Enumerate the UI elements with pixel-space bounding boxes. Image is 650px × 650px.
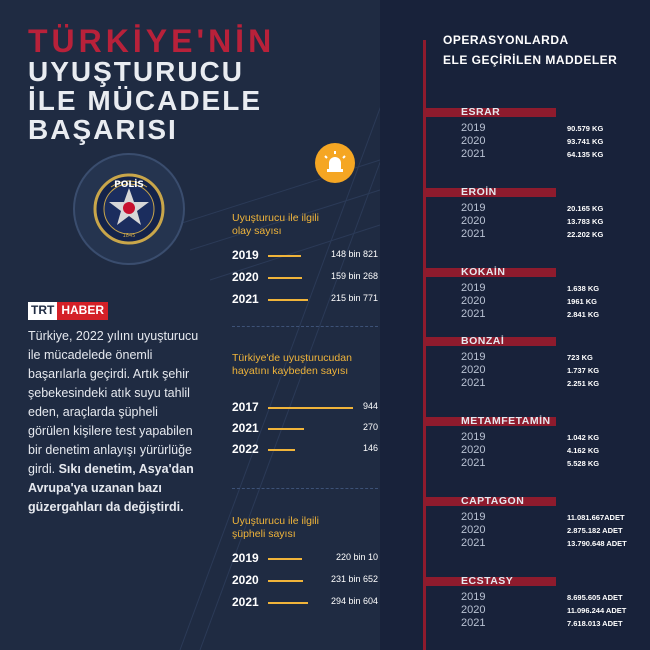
substance-row [461,591,650,604]
siren-icon [315,143,355,183]
title-line-2: UYUŞTURUCU [28,56,244,87]
substance-year: 2019 [461,351,486,363]
substance-amount: 2.251 KG [567,379,600,388]
stat-bar [268,428,304,430]
substance-amount: 90.579 KG [567,124,604,133]
substance-row [461,202,650,215]
stat-year: 2020 [232,270,259,284]
stat-value: 215 bin 771 [330,293,378,303]
substance-name: ECSTASY [461,575,514,587]
substance-year: 2021 [461,617,486,629]
stat-section-title-suspects [232,515,319,541]
stat-year: 2021 [232,595,259,609]
stat-year: 2019 [232,551,259,565]
stat-bar [268,558,302,560]
substance-year: 2019 [461,431,486,443]
seized-panel-title [443,30,617,70]
stat-bar [268,580,303,582]
panel-title-line: ELE GEÇİRİLEN MADDELER [443,53,618,67]
stat-bar [268,449,295,451]
substance-row [461,431,650,444]
substance-amount: 13.790.648 ADET [567,539,627,548]
body-paragraph [28,327,203,517]
seized-substances-panel [380,0,650,650]
substance-row [461,215,650,228]
body-text-normal: Türkiye, 2022 yılını uyuşturucu ile mücadelede önemli başarılarla geçirdi. Artık şehir şebekesindeki atık suyu tahlil eden, araçlarda şüpheli görülen kişilere test yapabilen bir denetim anlayışı yürürlüğe girdi. [28,329,199,476]
title-line-3: İLE MÜCADELE [28,85,262,116]
stat-row [232,551,378,567]
substance-year: 2019 [461,282,486,294]
police-badge-circle [73,153,185,265]
svg-text:POLİS: POLİS [114,180,144,190]
substance-row [461,444,650,457]
title-line-1: TÜRKİYE'NİN [28,23,276,59]
stat-year: 2022 [232,442,259,456]
substance-row [461,122,650,135]
section-title-line: olay sayısı [232,225,282,237]
substance-year: 2020 [461,604,486,616]
substance-amount: 11.081.667ADET [567,513,625,522]
logo-part-1: TRT [28,302,57,320]
substance-row [461,148,650,161]
substance-amount: 5.528 KG [567,459,600,468]
substance-row [461,364,650,377]
substance-row [461,617,650,630]
substance-name: CAPTAGON [461,495,525,507]
substance-name: EROİN [461,186,497,198]
body-text-bold: Sıkı denetim, Asya'dan Avrupa'ya uzanan bazı güzergahları da değiştirdi. [28,462,194,514]
substance-row [461,135,650,148]
substance-year: 2021 [461,308,486,320]
substance-amount: 1961 KG [567,297,598,306]
substance-name: KOKAİN [461,266,506,278]
stat-row [232,248,378,264]
stat-row [232,442,378,458]
substance-amount: 13.783 KG [567,217,604,226]
substance-row [461,351,650,364]
stat-year: 2021 [232,292,259,306]
substance-year: 2020 [461,215,486,227]
stat-value: 148 bin 821 [330,249,378,259]
substance-row [461,537,650,550]
panel-title-line: OPERASYONLARDA [443,33,569,47]
stat-bar [268,602,308,604]
stat-year: 2020 [232,573,259,587]
substance-name: ESRAR [461,106,501,118]
stat-row [232,421,378,437]
substance-year: 2020 [461,135,486,147]
substance-amount: 1.638 KG [567,284,600,293]
stat-value: 220 bin 10 [335,552,378,562]
stat-bar [268,299,308,301]
substance-year: 2021 [461,148,486,160]
stat-year: 2017 [232,400,259,414]
substance-amount: 7.618.013 ADET [567,619,623,628]
substance-name: METAMFETAMİN [461,415,551,427]
stat-bar [268,407,353,409]
section-title-line: hayatını kaybeden sayısı [232,365,349,377]
substance-row [461,228,650,241]
stat-value: 270 [362,422,378,432]
substance-year: 2020 [461,364,486,376]
substance-row [461,524,650,537]
section-title-line: Türkiye'de uyuşturucudan [232,352,352,364]
stat-value: 231 bin 652 [330,574,378,584]
stat-row [232,270,378,286]
substance-row [461,457,650,470]
substance-row [461,511,650,524]
logo-part-2: HABER [57,302,108,320]
stat-year: 2019 [232,248,259,262]
substance-year: 2021 [461,377,486,389]
substance-year: 2019 [461,122,486,134]
substance-year: 2019 [461,202,486,214]
stat-row [232,595,378,611]
substance-amount: 8.695.605 ADET [567,593,623,602]
section-title-line: şüpheli sayısı [232,528,296,540]
substance-amount: 1.042 KG [567,433,600,442]
stat-bar [268,277,302,279]
substance-year: 2019 [461,511,486,523]
stat-year: 2021 [232,421,259,435]
substance-year: 2021 [461,228,486,240]
substance-amount: 1.737 KG [567,366,600,375]
title-line-4: BAŞARISI [28,114,178,145]
substance-year: 2020 [461,295,486,307]
svg-text:1845: 1845 [122,233,136,239]
substance-year: 2021 [461,457,486,469]
police-badge-icon [75,155,183,263]
stat-value: 146 [362,443,378,453]
stat-section-title-events [232,212,319,238]
substance-year: 2020 [461,524,486,536]
substance-row [461,308,650,321]
substance-row [461,295,650,308]
substance-year: 2019 [461,591,486,603]
stat-bar [268,255,301,257]
substance-amount: 2.841 KG [567,310,600,319]
trt-haber-logo [28,302,108,320]
substance-amount: 4.162 KG [567,446,600,455]
substance-amount: 22.202 KG [567,230,604,239]
substance-amount: 64.135 KG [567,150,604,159]
substance-amount: 2.875.182 ADET [567,526,623,535]
substance-year: 2020 [461,444,486,456]
section-title-line: Uyuşturucu ile ilgili [232,212,319,224]
substance-row [461,377,650,390]
substance-name: BONZAİ [461,335,505,347]
stat-row [232,400,378,416]
stat-value: 294 bin 604 [330,596,378,606]
substance-amount: 723 KG [567,353,593,362]
divider [232,326,378,327]
substance-amount: 93.741 KG [567,137,604,146]
substance-row [461,282,650,295]
section-title-line: Uyuşturucu ile ilgili [232,515,319,527]
stat-section-title-deaths [232,352,352,378]
stat-row [232,573,378,589]
substance-row [461,604,650,617]
stat-row [232,292,378,308]
substance-amount: 11.096.244 ADET [567,606,627,615]
divider [232,488,378,489]
substance-year: 2021 [461,537,486,549]
stat-value: 159 bin 268 [330,271,378,281]
substance-amount: 20.165 KG [567,204,604,213]
stat-value: 944 [362,401,378,411]
